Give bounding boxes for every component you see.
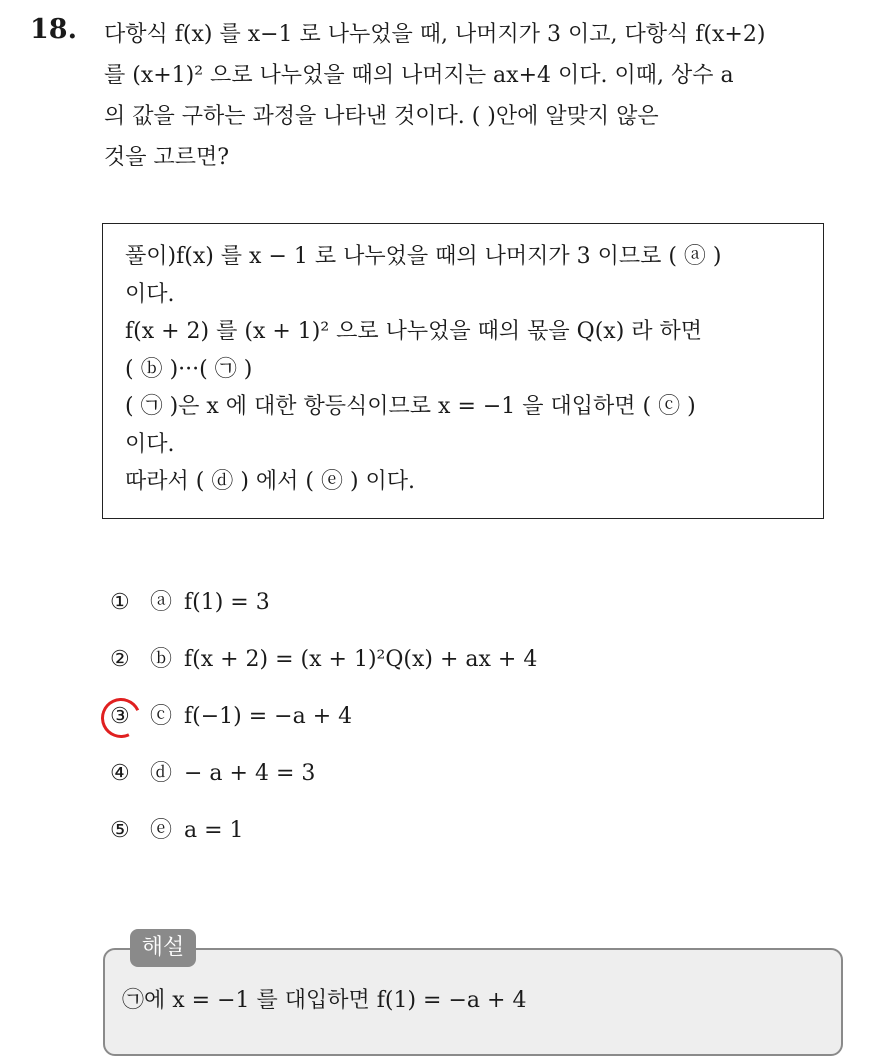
solution-line: f(x + 2) 를 (x + 1)² 으로 나누었을 때의 몫을 Q(x) 라 하면 xyxy=(125,319,703,344)
answer-choices xyxy=(110,584,537,869)
solution-line: 따라서 ( ⓓ ) 에서 ( ⓔ ) 이다. xyxy=(125,469,416,494)
choice-3[interactable] xyxy=(110,698,537,755)
explanation-text: ㉠에 x = −1 를 대입하면 f(1) = −a + 4 xyxy=(122,988,527,1013)
choice-symbol: ⓓ xyxy=(150,761,173,786)
choice-4[interactable] xyxy=(110,755,537,812)
choice-text: f(1) = 3 xyxy=(184,590,270,615)
choice-text: f(−1) = −a + 4 xyxy=(184,704,353,729)
solution-box xyxy=(102,223,824,519)
solution-line: 풀이)f(x) 를 x − 1 로 나누었을 때의 나머지가 3 이므로 ( ⓐ ) xyxy=(125,244,722,269)
choice-symbol: ⓔ xyxy=(150,818,173,843)
choice-symbol: ⓑ xyxy=(150,647,173,672)
choice-text: f(x + 2) = (x + 1)²Q(x) + ax + 4 xyxy=(184,647,538,672)
solution-line: ( ⓑ )···( ㉠ ) xyxy=(125,356,253,382)
choice-text: − a + 4 = 3 xyxy=(184,761,316,786)
question-number: 18. xyxy=(30,14,77,45)
choice-symbol: ⓐ xyxy=(150,590,173,615)
question-line: 다항식 f(x) 를 x−1 로 나누었을 때, 나머지가 3 이고, 다항식 f(x+2) xyxy=(104,22,766,47)
choice-number: ⑤ xyxy=(110,818,130,843)
explanation-tag: 해설 xyxy=(130,929,196,967)
question-line: 의 값을 구하는 과정을 나타낸 것이다. ( )안에 알맞지 않은 xyxy=(104,104,659,129)
choice-1[interactable] xyxy=(110,584,537,641)
choice-text: a = 1 xyxy=(184,818,244,843)
choice-number: ③ xyxy=(110,704,130,729)
solution-line: ( ㉠ )은 x 에 대한 항등식이므로 x = −1 을 대입하면 ( ⓒ ) xyxy=(125,394,696,419)
question-line: 것을 고르면? xyxy=(104,145,230,170)
choice-2[interactable] xyxy=(110,641,537,698)
solution-line: 이다. xyxy=(125,281,175,307)
choice-number: ④ xyxy=(110,761,130,786)
question-text xyxy=(104,14,862,178)
solution-line: 이다. xyxy=(125,431,175,457)
choice-number: ② xyxy=(110,647,130,672)
choice-number: ① xyxy=(110,590,130,615)
choice-symbol: ⓒ xyxy=(150,704,173,729)
choice-5[interactable] xyxy=(110,812,537,869)
question-line: 를 (x+1)² 으로 나누었을 때의 나머지는 ax+4 이다. 이때, 상수 a xyxy=(104,63,734,88)
